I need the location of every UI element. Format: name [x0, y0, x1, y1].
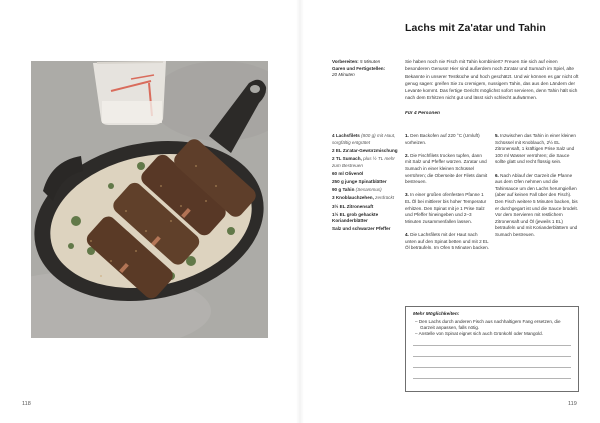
cook-label: Garen und Fertigstellen:	[332, 65, 386, 71]
step-text: Die Fischfilets trocken tupfen, dann mit Salz und Pfeffer würzen. Za'atar und Sumach in einer kleinen Schüssel verrühren; die Oberseite der Filets damit bestreuen.	[405, 152, 488, 185]
ingredient-item	[332, 148, 400, 155]
step-text: Den Backofen auf 220 °C (Umluft) vorheizen.	[405, 133, 480, 145]
step-number: 4.	[405, 231, 409, 237]
step-number: 2.	[405, 152, 409, 158]
ingredient-quantity: 250 g junge Spinatblätter	[332, 178, 387, 184]
steps-column-left	[405, 133, 489, 258]
step-item	[405, 133, 489, 146]
ingredient-quantity: 2 EL Za'atar-Gewürzmischung	[332, 147, 398, 153]
more-options-title: Mehr Möglichkeiten:	[413, 312, 460, 317]
more-options-item: – Anstelle von Spinat eignet sich auch Grünkohl oder Mangold.	[415, 331, 543, 337]
note-line	[413, 356, 571, 357]
step-number: 6.	[495, 172, 499, 178]
ingredient-quantity: Salz und schwarzer Pfeffer	[332, 226, 391, 232]
ingredient-note: plus ½ TL mehr zum Bestreuen	[332, 155, 395, 168]
ingredient-list	[332, 133, 400, 235]
ingredient-quantity: 2 TL Sumach,	[332, 155, 362, 161]
step-number: 3.	[405, 192, 409, 198]
prep-label: Vorbereiten:	[332, 59, 359, 64]
time-info	[332, 59, 402, 79]
recipe-intro: Sie haben noch nie Fisch mit Tahin kombiniert? Freuen Sie sich auf einen besonderen Genuss! Hier sind außerdem noch Za'atar und Sumach im Spiel, alte Bekannte in unserer Testküche und hoch geschätzt. Und wir können es gar nicht oft genug sagen: greifen Sie zu cremigem, nussigem Tahin, das aus den Ländern der Levante kommt. Das fertige Gericht möglichst sofort servieren, denn Tahin hält sich nach dem Erhitzen nicht gut und lässt sich schlecht aufwärmen.	[405, 59, 579, 101]
ingredient-quantity: 3½ EL Zitronensaft	[332, 203, 374, 209]
step-item	[405, 153, 489, 186]
ingredient-item	[332, 204, 400, 211]
cook-value: 20 Minuten	[332, 72, 355, 78]
note-line	[413, 367, 571, 368]
recipe-photo	[31, 61, 268, 338]
step-item	[495, 133, 579, 166]
ingredient-note: zerdrückt	[375, 195, 395, 201]
step-number: 1.	[405, 133, 409, 138]
prep-value: 5 Minuten	[360, 59, 381, 64]
page-number-right: 119	[568, 401, 577, 407]
more-options-item: – Den Lachs durch anderen Fisch aus nachhaltigem Fang ersetzen, die Garzeit anpassen, falls nötig.	[415, 318, 561, 330]
ingredient-quantity: 3 Knoblauchzehen,	[332, 195, 374, 201]
step-text: In einer großen ofenfesten Pfanne 1 EL Öl bei mittlerer bis hoher Temperatur erhitzen. Den Spinat mit je 1 Prise Salz und Pfeffer hineingeben und 2–3 Minuten zusammenfallen lassen.	[405, 192, 487, 224]
step-text: Die Lachsfilets mit der Haut nach unten auf den Spinat betten und mit 2 EL Öl beträufeln. Im Ofen 5 Minuten backen.	[405, 231, 490, 251]
step-item	[495, 173, 579, 239]
page-gutter	[296, 0, 304, 423]
note-line	[413, 378, 571, 379]
ingredient-quantity: 4 Lachsfilets	[332, 133, 360, 138]
ingredient-item	[332, 179, 400, 186]
ingredient-item	[332, 156, 400, 169]
recipe-title: Lachs mit Za'atar und Tahin	[405, 22, 546, 34]
ingredient-quantity: 1½ EL grob gehackte Korianderblätter	[332, 211, 379, 224]
servings: Für 4 Personen	[405, 111, 440, 116]
step-text: Inzwischen das Tahin in einer kleinen Schüssel mit Knoblauch, 2½ EL Zitronensaft, 1 kräftigen Prise Salz und 100 ml Wasser verrühren; die Sauce sollte glatt und recht flüssig sein.	[495, 133, 576, 165]
step-item	[405, 232, 489, 252]
step-text: Nach Ablauf der Garzeit die Pfanne aus dem Ofen nehmen und die Tahinsauce um den Lachs herumgießen (aber auf keinen Fall über den Fisch). Den Fisch weitere 5 Minuten backen, bis er durchgegart ist und die Sauce brodelt. Vor dem Servieren mit restlichem Zitronensaft und Öl (jeweils 1 EL) beträufeln und mit Korianderblättern und Sumach bestreuen.	[495, 172, 578, 237]
steps-column-right	[495, 133, 579, 245]
note-line	[413, 345, 571, 346]
ingredient-quantity: 60 ml Olivenöl	[332, 170, 364, 176]
ingredient-note: (Sesammus)	[355, 187, 382, 193]
more-options-box	[405, 306, 579, 392]
ingredient-quantity: 90 g Tahin	[332, 187, 355, 193]
step-item	[405, 192, 489, 225]
ingredient-note: (800 g) mit Haut, sorgfältig entgrätet	[332, 133, 396, 145]
page-number-left: 118	[22, 401, 31, 407]
ingredient-item	[332, 226, 400, 233]
ingredient-item	[332, 195, 400, 202]
ingredient-item	[332, 171, 400, 178]
ingredient-item	[332, 212, 400, 225]
ingredient-item	[332, 133, 400, 146]
step-number: 5.	[495, 133, 499, 138]
measuring-jug	[93, 61, 166, 125]
ingredient-item	[332, 187, 400, 194]
